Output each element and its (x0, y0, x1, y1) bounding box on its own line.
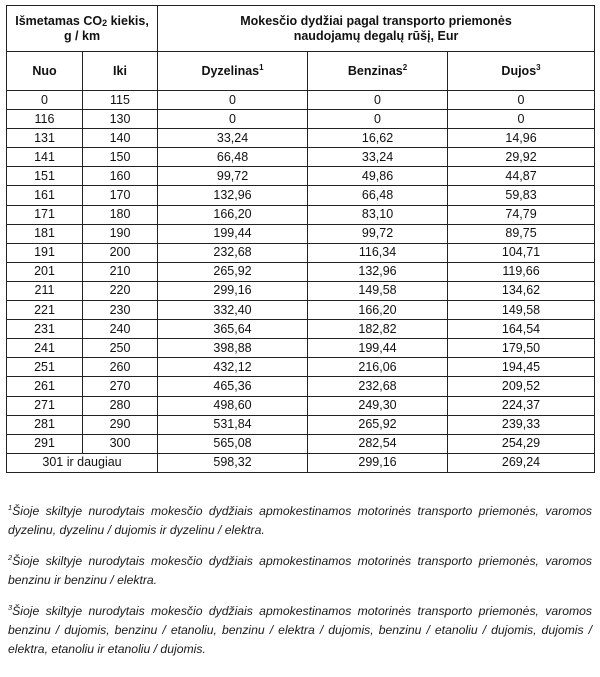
cell-petrol: 49,86 (308, 167, 448, 186)
column-header-benzinas (308, 52, 448, 91)
cell-to: 260 (83, 358, 158, 377)
cell-diesel: 465,36 (158, 377, 308, 396)
column-header-nuo (7, 52, 83, 91)
cell-diesel: 365,64 (158, 320, 308, 339)
co2-tax-table (6, 5, 595, 473)
table-body (7, 91, 595, 473)
cell-to: 230 (83, 301, 158, 320)
table-row (7, 415, 595, 434)
table-row (7, 320, 595, 339)
co2-emission-header (7, 6, 158, 52)
table-row (7, 110, 595, 129)
cell-from: 271 (7, 396, 83, 415)
co2-title-prefix: Išmetamas CO (15, 13, 103, 28)
table-row (7, 91, 595, 110)
column-header-label: Iki (113, 63, 127, 78)
cell-gas: 0 (448, 91, 595, 110)
table-row (7, 434, 595, 453)
cell-to: 130 (83, 110, 158, 129)
cell-from: 291 (7, 434, 83, 453)
cell-gas: 254,29 (448, 434, 595, 453)
tax-title-line2: naudojamų degalų rūšį, Eur (293, 28, 459, 43)
footnote-marker: 3 (8, 603, 13, 612)
cell-gas: 44,87 (448, 167, 595, 186)
cell-from: 191 (7, 243, 83, 262)
cell-diesel: 265,92 (158, 262, 308, 281)
cell-diesel: 232,68 (158, 243, 308, 262)
cell-from: 261 (7, 377, 83, 396)
cell-gas: 104,71 (448, 243, 595, 262)
co2-unit: g / km (63, 28, 101, 43)
cell-diesel: 598,32 (158, 453, 308, 472)
cell-from: 211 (7, 281, 83, 300)
table-row (7, 339, 595, 358)
cell-diesel: 299,16 (158, 281, 308, 300)
table-row (7, 396, 595, 415)
table-row (7, 262, 595, 281)
table-row (7, 243, 595, 262)
cell-to: 250 (83, 339, 158, 358)
table-row (7, 129, 595, 148)
cell-to: 240 (83, 320, 158, 339)
cell-petrol: 132,96 (308, 262, 448, 281)
cell-from: 241 (7, 339, 83, 358)
cell-to: 290 (83, 415, 158, 434)
cell-diesel: 66,48 (158, 148, 308, 167)
cell-petrol: 182,82 (308, 320, 448, 339)
footnote-marker: 3 (536, 62, 541, 72)
footnote-text: Šioje skiltyje nurodytais mokesčio dydžiais apmokestinamos motorinės transporto priemonės, varomos benzinu / dujomis, benzinu / etanoliu, benzinu / elektra / dujomis, benzinu / etanoliu / dujomis, dujomis / elektra, etanoliu ir etanoliu / dujomis. (8, 604, 592, 656)
cell-petrol: 83,10 (308, 205, 448, 224)
cell-petrol: 149,58 (308, 281, 448, 300)
column-header-label: Benzinas (347, 63, 403, 78)
cell-petrol: 166,20 (308, 301, 448, 320)
table-row (7, 358, 595, 377)
cell-to: 150 (83, 148, 158, 167)
cell-gas: 194,45 (448, 358, 595, 377)
cell-gas: 164,54 (448, 320, 595, 339)
cell-diesel: 432,12 (158, 358, 308, 377)
cell-diesel: 0 (158, 91, 308, 110)
cell-diesel: 332,40 (158, 301, 308, 320)
cell-petrol: 33,24 (308, 148, 448, 167)
cell-diesel: 531,84 (158, 415, 308, 434)
tax-amount-header (158, 6, 595, 52)
table-row (7, 377, 595, 396)
footnote-text: Šioje skiltyje nurodytais mokesčio dydžiais apmokestinamos motorinės transporto priemonės, varomos dyzelinu, dyzelinu / dujomis ir dyzelinu / elektra. (8, 504, 592, 537)
cell-petrol: 16,62 (308, 129, 448, 148)
cell-gas: 0 (448, 110, 595, 129)
cell-gas: 224,37 (448, 396, 595, 415)
cell-from: 171 (7, 205, 83, 224)
cell-to: 115 (83, 91, 158, 110)
cell-petrol: 249,30 (308, 396, 448, 415)
cell-petrol: 216,06 (308, 358, 448, 377)
cell-to: 280 (83, 396, 158, 415)
cell-diesel: 132,96 (158, 186, 308, 205)
cell-petrol: 282,54 (308, 434, 448, 453)
cell-petrol: 265,92 (308, 415, 448, 434)
column-header-label: Nuo (32, 63, 57, 78)
cell-to: 200 (83, 243, 158, 262)
cell-gas: 59,83 (448, 186, 595, 205)
cell-gas: 74,79 (448, 205, 595, 224)
cell-gas: 209,52 (448, 377, 595, 396)
cell-gas: 134,62 (448, 281, 595, 300)
table-row (7, 167, 595, 186)
cell-petrol: 66,48 (308, 186, 448, 205)
cell-to: 180 (83, 205, 158, 224)
footnote-text: Šioje skiltyje nurodytais mokesčio dydžiais apmokestinamos motorinės transporto priemonės, varomos benzinu ir benzinu / elektra. (8, 554, 592, 587)
cell-diesel: 199,44 (158, 224, 308, 243)
footnote-1 (8, 502, 592, 540)
cell-gas: 269,24 (448, 453, 595, 472)
cell-from: 281 (7, 415, 83, 434)
cell-diesel: 99,72 (158, 167, 308, 186)
cell-petrol: 0 (308, 110, 448, 129)
cell-from: 0 (7, 91, 83, 110)
footnote-2 (8, 552, 592, 590)
cell-petrol: 99,72 (308, 224, 448, 243)
footnote-marker: 2 (8, 553, 13, 562)
cell-from: 251 (7, 358, 83, 377)
cell-diesel: 166,20 (158, 205, 308, 224)
column-header-iki (83, 52, 158, 91)
cell-gas: 149,58 (448, 301, 595, 320)
cell-gas: 239,33 (448, 415, 595, 434)
cell-from: 201 (7, 262, 83, 281)
cell-gas: 119,66 (448, 262, 595, 281)
cell-gas: 89,75 (448, 224, 595, 243)
cell-petrol: 0 (308, 91, 448, 110)
column-header-label: Dujos (501, 63, 537, 78)
table-header-row-2 (7, 52, 595, 91)
table-header-row-1 (7, 6, 595, 52)
cell-to: 270 (83, 377, 158, 396)
cell-to: 140 (83, 129, 158, 148)
cell-to: 170 (83, 186, 158, 205)
tax-title-line1: Mokesčio dydžiai pagal transporto priemonės (240, 13, 512, 28)
column-header-label: Dyzelinas (201, 63, 260, 78)
cell-gas: 14,96 (448, 129, 595, 148)
cell-from: 221 (7, 301, 83, 320)
table-row (7, 301, 595, 320)
cell-petrol: 116,34 (308, 243, 448, 262)
cell-petrol: 299,16 (308, 453, 448, 472)
cell-from: 151 (7, 167, 83, 186)
table-row-last (7, 453, 595, 472)
cell-from: 131 (7, 129, 83, 148)
cell-to: 220 (83, 281, 158, 300)
column-header-dyzelinas (158, 52, 308, 91)
cell-diesel: 565,08 (158, 434, 308, 453)
footnotes (8, 502, 592, 671)
footnote-3 (8, 602, 592, 659)
cell-from: 116 (7, 110, 83, 129)
table-row (7, 224, 595, 243)
cell-diesel: 398,88 (158, 339, 308, 358)
cell-petrol: 232,68 (308, 377, 448, 396)
cell-from: 231 (7, 320, 83, 339)
cell-range: 301 ir daugiau (7, 453, 158, 472)
table-row (7, 205, 595, 224)
column-header-dujos (448, 52, 595, 91)
cell-petrol: 199,44 (308, 339, 448, 358)
cell-to: 190 (83, 224, 158, 243)
footnote-marker: 2 (402, 62, 408, 72)
cell-gas: 29,92 (448, 148, 595, 167)
cell-from: 161 (7, 186, 83, 205)
co2-title-suffix: kiekis, (107, 13, 149, 28)
footnote-marker: 1 (8, 503, 13, 512)
cell-gas: 179,50 (448, 339, 595, 358)
cell-diesel: 498,60 (158, 396, 308, 415)
co2-subscript: 2 (102, 17, 108, 28)
cell-diesel: 0 (158, 110, 308, 129)
footnote-marker: 1 (259, 62, 264, 72)
cell-diesel: 33,24 (158, 129, 308, 148)
table-row (7, 281, 595, 300)
cell-from: 141 (7, 148, 83, 167)
cell-to: 300 (83, 434, 158, 453)
table-row (7, 186, 595, 205)
cell-to: 160 (83, 167, 158, 186)
table-row (7, 148, 595, 167)
cell-from: 181 (7, 224, 83, 243)
cell-to: 210 (83, 262, 158, 281)
